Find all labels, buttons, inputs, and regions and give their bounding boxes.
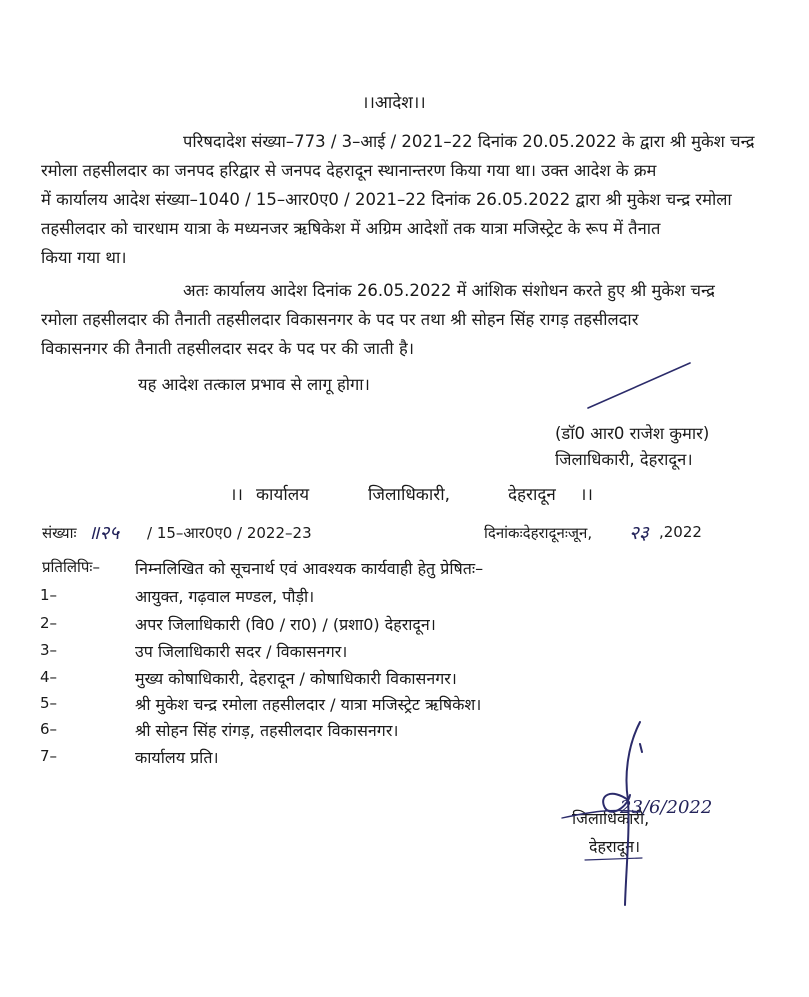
footer-signature-line — [585, 858, 642, 860]
para2-line-3: विकासनगर की तैनाती तहसीलदार सदर के पद पर की जाती है। — [41, 339, 414, 358]
list-item-text: श्री सोहन सिंह रांगड़, तहसीलदार विकासनगर। — [135, 721, 399, 740]
file-number-label: संख्याः — [42, 524, 77, 542]
list-item-text: उप जिलाधिकारी सदर / विकासनगर। — [135, 642, 348, 661]
list-item-number: 1– — [40, 586, 58, 604]
signatory-name: (डॉ0 आर0 राजेश कुमार) — [555, 424, 710, 443]
copy-to-label: प्रतिलिपिः– — [42, 558, 100, 576]
footer-handwritten-date: 23/6/2022 — [620, 797, 713, 818]
footer-designation: जिलाधिकारी, — [572, 809, 650, 828]
order-title: ।।आदेश।। — [362, 93, 426, 113]
office-header-marks-left: ।। — [230, 485, 243, 505]
date-handwritten: २३ — [629, 522, 649, 544]
date-label: दिनांकःदेहरादूनःजून, — [484, 524, 593, 542]
para1-line-4: तहसीलदार को चारधाम यात्रा के मध्यनजर ऋषिकेश में अग्रिम आदेशों तक यात्रा मजिस्ट्रेट के रूप में तैनात — [41, 219, 661, 238]
list-item-text: श्री मुकेश चन्द्र रमोला तहसीलदार / यात्रा मजिस्ट्रेट ऋषिकेश। — [135, 695, 482, 714]
list-item-number: 6– — [40, 720, 58, 738]
list-item-number: 2– — [40, 614, 58, 632]
footer-signature — [603, 722, 642, 905]
file-number-rest: / 15–आर0ए0 / 2022–23 — [147, 524, 312, 542]
para2-line-1: अतः कार्यालय आदेश दिनांक 26.05.2022 में आंशिक संशोधन करते हुए श्री मुकेश चन्द्र — [183, 281, 715, 300]
list-item-text: अपर जिलाधिकारी (वि0 / रा0) / (प्रशा0) देहरादून। — [135, 615, 436, 634]
para1-line-1: परिषदादेश संख्या–773 / 3–आई / 2021–22 दिनांक 20.05.2022 के द्वारा श्री मुकेश चन्द्र — [183, 132, 755, 151]
copy-to-intro: निम्नलिखित को सूचनार्थ एवं आवश्यक कार्यवाही हेतु प्रेषितः– — [135, 559, 484, 578]
list-item-number: 4– — [40, 668, 58, 686]
list-item-number: 3– — [40, 641, 58, 659]
office-header-word-dm: जिलाधिकारी, — [368, 485, 451, 505]
order-signature-stroke — [588, 363, 690, 408]
para1-line-2: रमोला तहसीलदार का जनपद हरिद्वार से जनपद देहरादून स्थानान्तरण किया गया था। उक्त आदेश के क्रम — [41, 161, 657, 180]
para1-line-5: किया गया था। — [41, 248, 127, 267]
para1-line-3: में कार्यालय आदेश संख्या–1040 / 15–आर0ए0 / 2021–22 दिनांक 26.05.2022 द्वारा श्री मुकेश चन्द्र रमोला — [41, 190, 732, 209]
file-number-handwritten: ॥२५ — [88, 522, 120, 544]
para2-line-2: रमोला तहसीलदार की तैनाती तहसीलदार विकासनगर के पद पर तथा श्री सोहन सिंह रागड़ तहसीलदार — [41, 310, 639, 329]
office-header-word-dehradun: देहरादून — [508, 485, 556, 505]
list-item-text: आयुक्त, गढ़वाल मण्डल, पौड़ी। — [135, 587, 315, 606]
list-item-number: 5– — [40, 694, 58, 712]
signatory-designation: जिलाधिकारी, देहरादून। — [555, 450, 693, 469]
list-item-text: कार्यालय प्रति। — [135, 748, 219, 767]
date-year: ,2022 — [659, 523, 702, 541]
list-item-number: 7– — [40, 747, 58, 765]
office-header-marks-right: ।। — [580, 485, 593, 505]
list-item-text: मुख्य कोषाधिकारी, देहरादून / कोषाधिकारी विकासनगर। — [135, 669, 457, 688]
footer-place: देहरादून। — [589, 837, 641, 856]
office-header-word-office: कार्यालय — [256, 485, 310, 505]
order-paragraph-3: यह आदेश तत्काल प्रभाव से लागू होगा। — [138, 375, 370, 394]
